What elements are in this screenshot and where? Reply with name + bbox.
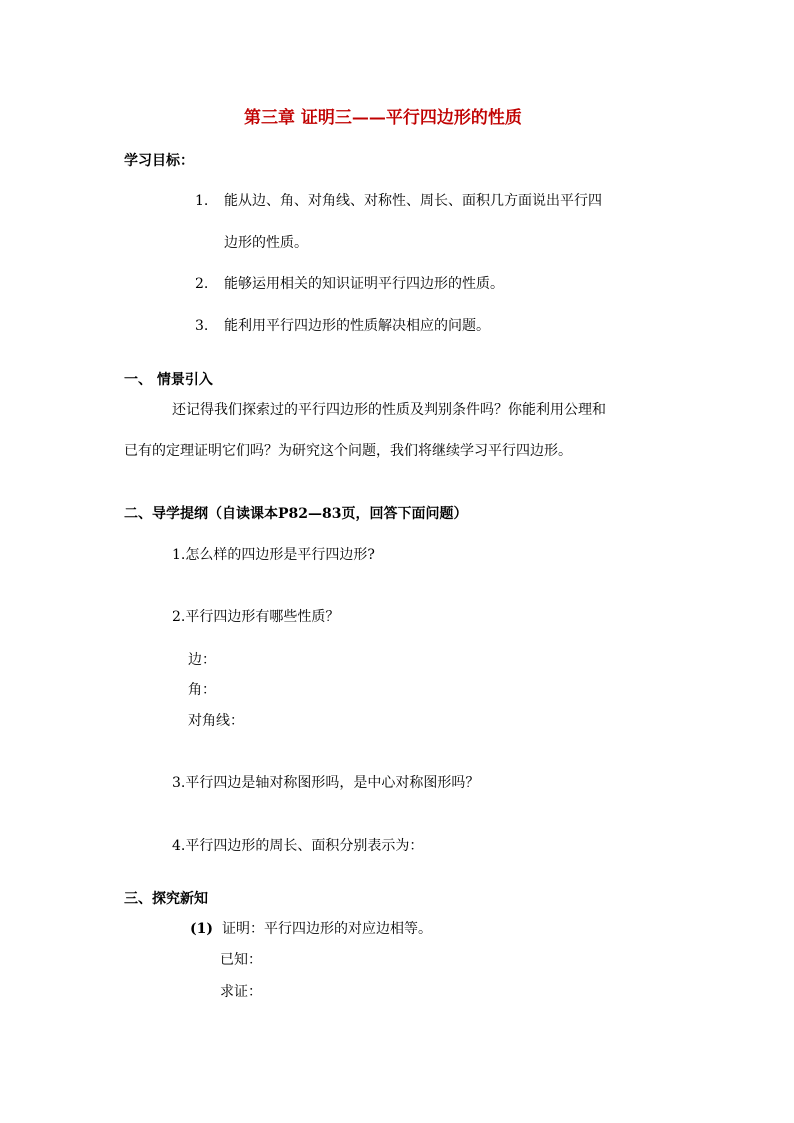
question-4: 4.平行四边形的周长、面积分别表示为：	[172, 838, 424, 854]
section3-item-text: 证明：平行四边形的对应边相等。	[222, 921, 432, 937]
objective-2-number: 2.	[195, 276, 209, 292]
objective-3-number: 3.	[195, 318, 209, 334]
objective-3-text: 能利用平行四边形的性质解决相应的问题。	[224, 318, 490, 334]
prove-label: 求证：	[220, 984, 262, 1000]
document-title: 第三章 证明三——平行四边形的性质	[244, 108, 522, 128]
section2-heading: 二、导学提纲（自读课本P82—83页，回答下面问题）	[124, 506, 468, 522]
section1-paragraph-line2: 已有的定理证明它们吗？为研究这个问题，我们将继续学习平行四边形。	[124, 443, 572, 459]
objective-1-number: 1.	[195, 193, 209, 209]
objective-2-text: 能够运用相关的知识证明平行四边形的性质。	[224, 276, 504, 292]
objectives-heading: 学习目标：	[124, 153, 194, 169]
property-angle-label: 角：	[188, 682, 216, 698]
section1-paragraph-line1: 还记得我们探索过的平行四边形的性质及判别条件吗？你能利用公理和	[172, 402, 606, 418]
given-label: 已知：	[220, 952, 262, 968]
section3-item-number: (1)	[190, 921, 213, 937]
section1-heading: 一、 情景引入	[124, 372, 213, 388]
question-2: 2.平行四边形有哪些性质？	[172, 609, 340, 625]
question-3: 3.平行四边是轴对称图形吗，是中心对称图形吗？	[172, 775, 480, 791]
question-1: 1.怎么样的四边形是平行四边形?	[172, 547, 375, 563]
section3-heading: 三、探究新知	[124, 891, 208, 907]
property-side-label: 边：	[188, 652, 216, 668]
objective-1-text: 能从边、角、对角线、对称性、周长、面积几方面说出平行四	[224, 193, 602, 209]
property-diagonal-label: 对角线：	[188, 713, 244, 729]
objective-1-text-cont: 边形的性质。	[224, 235, 308, 251]
